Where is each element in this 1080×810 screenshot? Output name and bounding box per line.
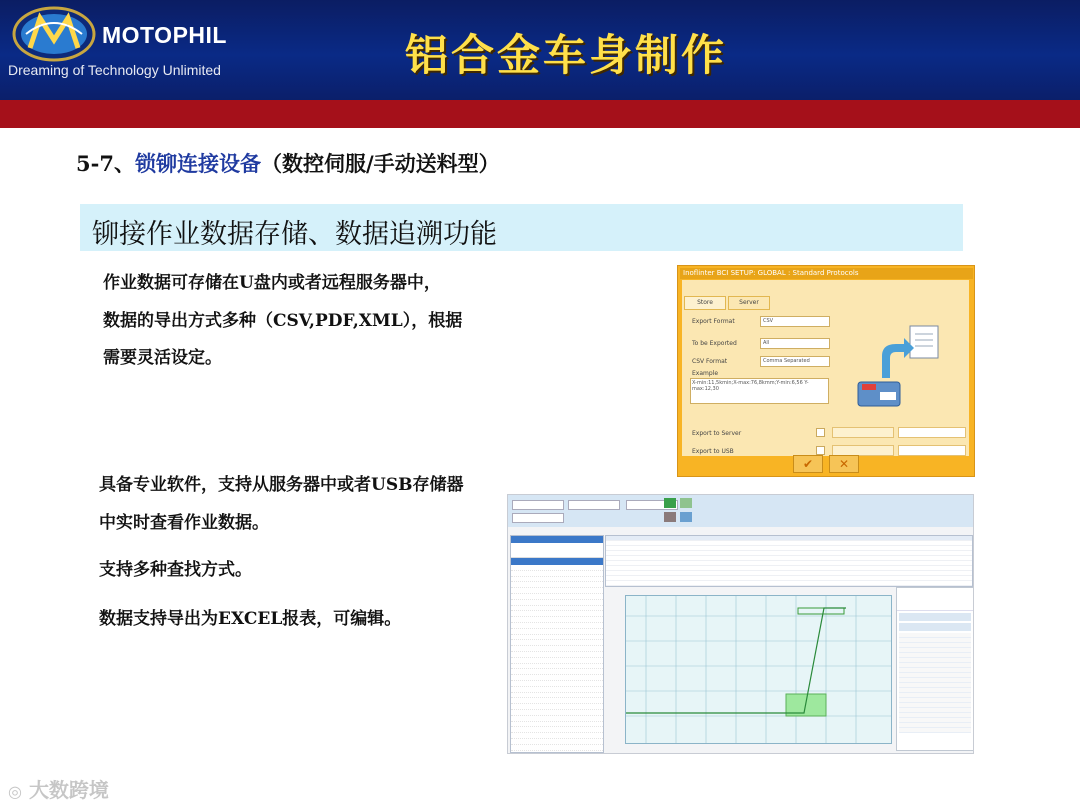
header-red-stripe [0, 100, 1080, 128]
watermark [8, 774, 109, 803]
paragraph-2-line-2: 中实时查看作业数据。 [99, 513, 269, 533]
paragraph-1-line-1: 作业数据可存储在U盘内或者远程服务器中， [103, 273, 441, 293]
motophil-logo-icon [12, 4, 102, 62]
feature-banner-text: 铆接作业数据存储、数据追溯功能 [92, 219, 497, 250]
export-dialog-panel [682, 280, 969, 456]
csv-format-select[interactable]: Comma Separated [760, 356, 830, 367]
example-label: Example [692, 370, 719, 377]
viewer-curve-plot [625, 595, 892, 744]
export-usb-label: Export to USB [692, 448, 734, 455]
paragraph-4: 数据支持导出为EXCEL报表，可编辑。 [99, 609, 402, 629]
paragraph-2-line-1: 具备专业软件，支持从服务器中或者USB存储器 [99, 475, 464, 495]
server-field-a[interactable] [832, 427, 894, 438]
export-illustration-icon [854, 320, 964, 410]
paragraph-1-line-3: 需要灵活设定。 [103, 348, 222, 368]
csv-format-label: CSV Format [692, 358, 728, 365]
viewer-print-button[interactable] [664, 512, 676, 522]
data-viewer-screenshot [507, 494, 974, 754]
brand-tagline: Dreaming of Technology Unlimited [8, 62, 221, 78]
ok-button[interactable]: ✔ [793, 455, 823, 473]
paragraph-1-line-2: 数据的导出方式多种（CSV,PDF,XML），根据 [103, 311, 463, 331]
viewer-date-field[interactable] [568, 500, 620, 510]
section-suffix: （数控伺服/手动送料型） [260, 151, 500, 176]
usb-field-b[interactable] [898, 445, 966, 456]
section-number: 5-7、 [76, 151, 135, 176]
section-title [76, 148, 500, 178]
export-format-label: Export Format [692, 318, 735, 325]
viewer-tree-panel[interactable] [510, 535, 604, 753]
feature-banner [80, 204, 963, 251]
brand-name: MOTOPHIL [102, 22, 227, 48]
viewer-data-grid[interactable] [605, 535, 973, 587]
tab-store[interactable]: Store [684, 296, 726, 310]
viewer-refresh-button[interactable] [680, 498, 692, 508]
viewer-serial-field[interactable] [512, 513, 564, 523]
export-server-label: Export to Server [692, 430, 742, 437]
viewer-search-button[interactable] [664, 498, 676, 508]
section-name: 锁铆连接设备 [134, 151, 261, 176]
export-settings-screenshot [677, 265, 975, 477]
viewer-toolbar [508, 495, 973, 527]
export-server-checkbox[interactable] [816, 428, 825, 437]
watermark-text: 大数跨境 [28, 778, 109, 802]
page-title: 铝合金车身制作 [405, 31, 727, 81]
viewer-side-panel[interactable] [896, 587, 974, 751]
export-format-select[interactable]: CSV [760, 316, 830, 327]
export-usb-checkbox[interactable] [816, 446, 825, 455]
watermark-logo-icon: ◎ [8, 782, 22, 801]
to-be-exported-label: To be Exported [692, 340, 737, 347]
export-dialog-title: Inoflinter BCI SETUP: GLOBAL : Standard Protocols [680, 268, 973, 279]
to-be-exported-select[interactable]: All [760, 338, 830, 349]
server-field-b[interactable] [898, 427, 966, 438]
tab-server[interactable]: Server [728, 296, 770, 310]
viewer-filter-field[interactable] [512, 500, 564, 510]
viewer-export-button[interactable] [680, 512, 692, 522]
paragraph-3: 支持多种查找方式。 [99, 560, 252, 580]
example-box: X-min:11,5kmin;X-max:76,8kmm;Y-min:6,56 Y-max:12,30 [690, 378, 829, 404]
cancel-button[interactable]: ✕ [829, 455, 859, 473]
